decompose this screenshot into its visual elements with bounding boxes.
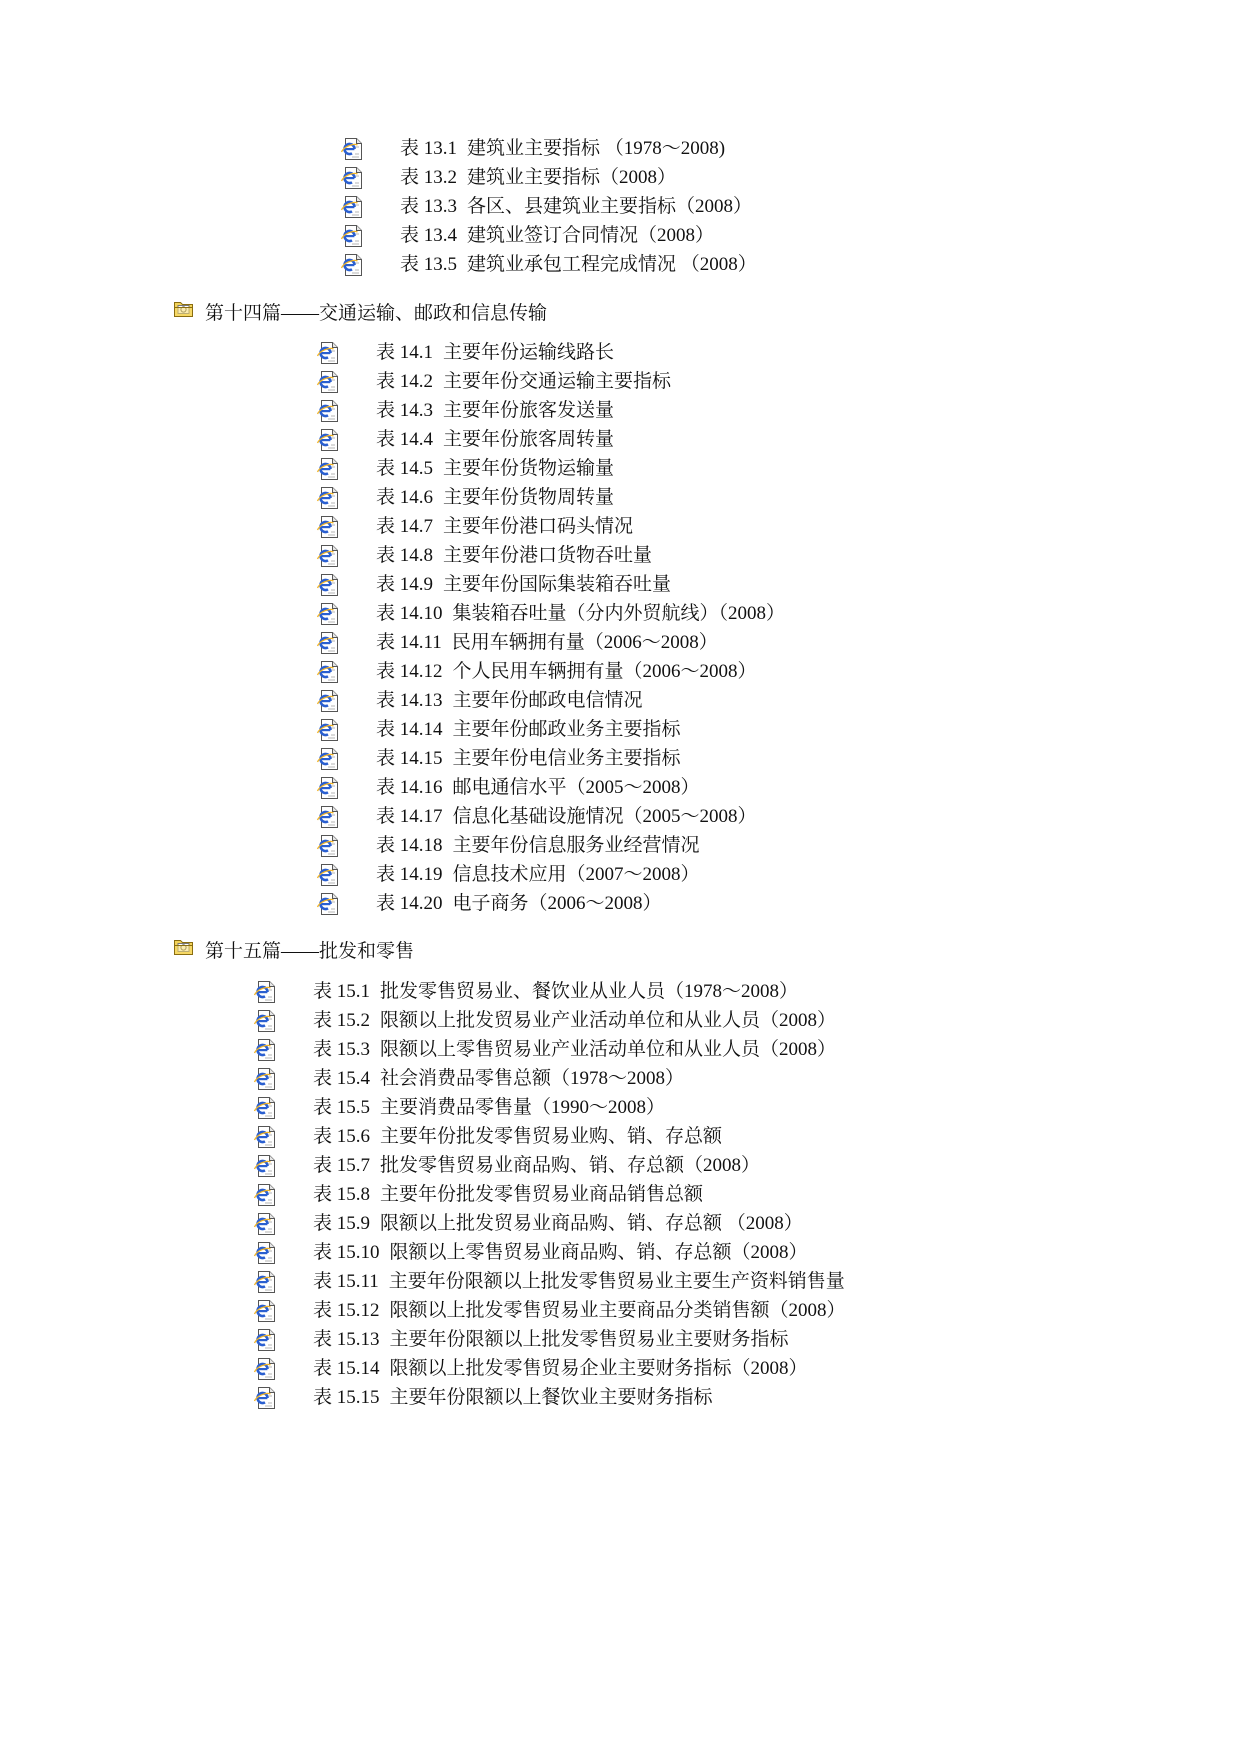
table-number: 表 15.15 — [313, 1387, 380, 1408]
web-page-icon — [316, 718, 376, 742]
table-title: 主要年份交通运输主要指标 — [443, 371, 672, 392]
table-number: 表 14.15 — [376, 748, 443, 769]
table-list-item[interactable] — [253, 1035, 846, 1064]
table-number: 表 14.18 — [376, 835, 443, 856]
table-number: 表 15.11 — [313, 1271, 379, 1292]
table-list-item[interactable] — [253, 1267, 846, 1296]
table-number: 表 14.3 — [376, 400, 434, 421]
table-list-item[interactable] — [253, 1325, 846, 1354]
folder-icon — [173, 936, 205, 956]
table-list-item[interactable] — [253, 1006, 846, 1035]
table-title: 建筑业主要指标 （1978～2008) — [467, 138, 726, 159]
table-number: 表 14.7 — [376, 516, 434, 537]
table-number: 表 14.20 — [376, 893, 443, 914]
table-title: 主要年份旅客发送量 — [443, 400, 615, 421]
web-page-icon — [316, 834, 376, 858]
table-title: 主要年份货物周转量 — [443, 487, 615, 508]
table-list-item[interactable] — [316, 599, 785, 628]
web-page-icon — [253, 1270, 313, 1294]
table-title: 主要年份运输线路长 — [443, 342, 615, 363]
table-list-item[interactable] — [253, 1383, 846, 1412]
table-list-item[interactable] — [316, 483, 785, 512]
table-title: 主要年份国际集装箱吞吐量 — [443, 574, 672, 595]
table-number: 表 15.12 — [313, 1300, 380, 1321]
table-list-item[interactable] — [253, 1064, 846, 1093]
table-title: 主要年份批发零售贸易业购、销、存总额 — [380, 1126, 723, 1147]
table-number: 表 15.3 — [313, 1039, 371, 1060]
table-number: 表 13.4 — [400, 225, 458, 246]
table-number: 表 14.4 — [376, 429, 434, 450]
table-number: 表 14.2 — [376, 371, 434, 392]
table-title: 批发零售贸易业、餐饮业从业人员（1978～2008） — [380, 981, 799, 1002]
web-page-icon — [340, 224, 400, 248]
table-list-item[interactable] — [316, 570, 785, 599]
web-page-icon — [253, 1009, 313, 1033]
table-list-item[interactable] — [316, 889, 785, 918]
table-number: 表 15.9 — [313, 1213, 371, 1234]
table-number: 表 13.1 — [400, 138, 458, 159]
section-heading-label: 第十四篇——交通运输、邮政和信息传输 — [205, 303, 548, 324]
table-list-item[interactable] — [253, 1238, 846, 1267]
web-page-icon — [316, 602, 376, 626]
table-number: 表 15.1 — [313, 981, 371, 1002]
table-title: 主要年份限额以上餐饮业主要财务指标 — [389, 1387, 713, 1408]
web-page-icon — [316, 892, 376, 916]
web-page-icon — [253, 1212, 313, 1236]
table-list-item[interactable] — [253, 1093, 846, 1122]
table-title: 主要年份旅客周转量 — [443, 429, 615, 450]
web-page-icon — [316, 776, 376, 800]
table-number: 表 14.8 — [376, 545, 434, 566]
table-list-item[interactable] — [340, 221, 757, 250]
table-list-section-14 — [316, 338, 785, 918]
web-page-icon — [316, 747, 376, 771]
table-title: 主要年份港口货物吞吐量 — [443, 545, 653, 566]
web-page-icon — [253, 1125, 313, 1149]
table-list-item[interactable] — [316, 541, 785, 570]
table-number: 表 14.17 — [376, 806, 443, 827]
table-number: 表 15.7 — [313, 1155, 371, 1176]
section-heading-label: 第十五篇——批发和零售 — [205, 941, 415, 962]
web-page-icon — [340, 253, 400, 277]
table-list-item[interactable] — [340, 163, 757, 192]
table-title: 主要年份信息服务业经营情况 — [452, 835, 700, 856]
web-page-icon — [316, 689, 376, 713]
table-list-item[interactable] — [316, 657, 785, 686]
table-list-item[interactable] — [316, 425, 785, 454]
section-heading-14[interactable] — [173, 299, 547, 328]
table-list-item[interactable] — [316, 686, 785, 715]
web-page-icon — [316, 573, 376, 597]
table-list-item[interactable] — [253, 1209, 846, 1238]
table-list-item[interactable] — [340, 192, 757, 221]
table-number: 表 15.13 — [313, 1329, 380, 1350]
web-page-icon — [253, 1096, 313, 1120]
table-title: 民用车辆拥有量（2006～2008） — [451, 632, 718, 653]
table-list-item[interactable] — [253, 977, 846, 1006]
table-number: 表 14.16 — [376, 777, 443, 798]
web-page-icon — [340, 195, 400, 219]
web-page-icon — [253, 1328, 313, 1352]
web-page-icon — [253, 1154, 313, 1178]
table-title: 主要年份限额以上批发零售贸易业主要生产资料销售量 — [388, 1271, 845, 1292]
web-page-icon — [316, 863, 376, 887]
table-list-item[interactable] — [316, 454, 785, 483]
table-list-item[interactable] — [340, 134, 757, 163]
table-number: 表 15.10 — [313, 1242, 380, 1263]
web-page-icon — [316, 457, 376, 481]
table-number: 表 13.2 — [400, 167, 458, 188]
web-page-icon — [253, 1183, 313, 1207]
table-title: 建筑业承包工程完成情况 （2008） — [467, 254, 757, 275]
table-list-item[interactable] — [316, 715, 785, 744]
table-number: 表 13.5 — [400, 254, 458, 275]
table-title: 主要年份批发零售贸易业商品销售总额 — [380, 1184, 704, 1205]
table-number: 表 15.8 — [313, 1184, 371, 1205]
web-page-icon — [253, 1357, 313, 1381]
table-number: 表 14.14 — [376, 719, 443, 740]
table-title: 信息化基础设施情况（2005～2008） — [452, 806, 757, 827]
table-title: 限额以上批发贸易业商品购、销、存总额 （2008） — [380, 1213, 803, 1234]
table-list-item[interactable] — [316, 831, 785, 860]
table-title: 主要年份电信业务主要指标 — [452, 748, 681, 769]
table-title: 集装箱吞吐量（分内外贸航线）（2008） — [452, 603, 786, 624]
web-page-icon — [316, 805, 376, 829]
table-number: 表 14.10 — [376, 603, 443, 624]
table-title: 批发零售贸易业商品购、销、存总额（2008） — [380, 1155, 761, 1176]
table-list-item[interactable] — [316, 773, 785, 802]
folder-icon — [173, 298, 205, 318]
web-page-icon — [253, 1299, 313, 1323]
table-list-item[interactable] — [316, 802, 785, 831]
table-title: 主要消费品零售量（1990～2008） — [380, 1097, 666, 1118]
table-title: 建筑业主要指标（2008） — [467, 167, 677, 188]
web-page-icon — [316, 370, 376, 394]
web-page-icon — [316, 399, 376, 423]
table-title: 个人民用车辆拥有量（2006～2008） — [452, 661, 757, 682]
table-number: 表 14.11 — [376, 632, 442, 653]
table-number: 表 15.6 — [313, 1126, 371, 1147]
table-list-item[interactable] — [316, 628, 785, 657]
table-title: 限额以上零售贸易业商品购、销、存总额（2008） — [389, 1242, 808, 1263]
web-page-icon — [316, 515, 376, 539]
table-number: 表 14.5 — [376, 458, 434, 479]
table-title: 邮电通信水平（2005～2008） — [452, 777, 700, 798]
section-heading-15[interactable] — [173, 937, 414, 966]
table-list-item[interactable] — [316, 338, 785, 367]
table-number: 表 14.12 — [376, 661, 443, 682]
table-list-item[interactable] — [253, 1122, 846, 1151]
table-number: 表 14.1 — [376, 342, 434, 363]
table-title: 主要年份邮政业务主要指标 — [452, 719, 681, 740]
table-number: 表 13.3 — [400, 196, 458, 217]
web-page-icon — [340, 137, 400, 161]
table-number: 表 15.4 — [313, 1068, 371, 1089]
web-page-icon — [316, 486, 376, 510]
table-number: 表 14.6 — [376, 487, 434, 508]
table-number: 表 14.19 — [376, 864, 443, 885]
table-title: 主要年份限额以上批发零售贸易业主要财务指标 — [389, 1329, 789, 1350]
table-number: 表 14.9 — [376, 574, 434, 595]
table-title: 建筑业签订合同情况（2008） — [467, 225, 715, 246]
table-list-item[interactable] — [316, 860, 785, 889]
table-title: 主要年份货物运输量 — [443, 458, 615, 479]
table-title: 主要年份港口码头情况 — [443, 516, 634, 537]
table-list-item[interactable] — [316, 367, 785, 396]
table-number: 表 15.14 — [313, 1358, 380, 1379]
table-list-item[interactable] — [340, 250, 757, 279]
table-title: 信息技术应用（2007～2008） — [452, 864, 700, 885]
web-page-icon — [253, 1038, 313, 1062]
table-list-item[interactable] — [316, 512, 785, 541]
table-list-item[interactable] — [253, 1151, 846, 1180]
table-title: 限额以上批发零售贸易企业主要财务指标（2008） — [389, 1358, 808, 1379]
web-page-icon — [253, 980, 313, 1004]
table-title: 主要年份邮政电信情况 — [452, 690, 643, 711]
table-list-item[interactable] — [316, 744, 785, 773]
table-title: 各区、县建筑业主要指标（2008） — [467, 196, 753, 217]
table-title: 电子商务（2006～2008） — [452, 893, 662, 914]
table-list-section-15 — [253, 977, 846, 1412]
table-list-item[interactable] — [253, 1354, 846, 1383]
web-page-icon — [316, 341, 376, 365]
web-page-icon — [253, 1067, 313, 1091]
web-page-icon — [316, 631, 376, 655]
table-title: 限额以上批发零售贸易业主要商品分类销售额（2008） — [389, 1300, 846, 1321]
table-list-item[interactable] — [253, 1296, 846, 1325]
web-page-icon — [340, 166, 400, 190]
table-title: 限额以上零售贸易业产业活动单位和从业人员（2008） — [380, 1039, 837, 1060]
table-number: 表 15.2 — [313, 1010, 371, 1031]
table-number: 表 14.13 — [376, 690, 443, 711]
web-page-icon — [316, 660, 376, 684]
table-title: 限额以上批发贸易业产业活动单位和从业人员（2008） — [380, 1010, 837, 1031]
web-page-icon — [316, 428, 376, 452]
table-number: 表 15.5 — [313, 1097, 371, 1118]
table-list-section-13 — [340, 134, 757, 279]
web-page-icon — [253, 1386, 313, 1410]
table-title: 社会消费品零售总额（1978～2008） — [380, 1068, 685, 1089]
web-page-icon — [316, 544, 376, 568]
web-page-icon — [253, 1241, 313, 1265]
table-list-item[interactable] — [316, 396, 785, 425]
table-list-item[interactable] — [253, 1180, 846, 1209]
